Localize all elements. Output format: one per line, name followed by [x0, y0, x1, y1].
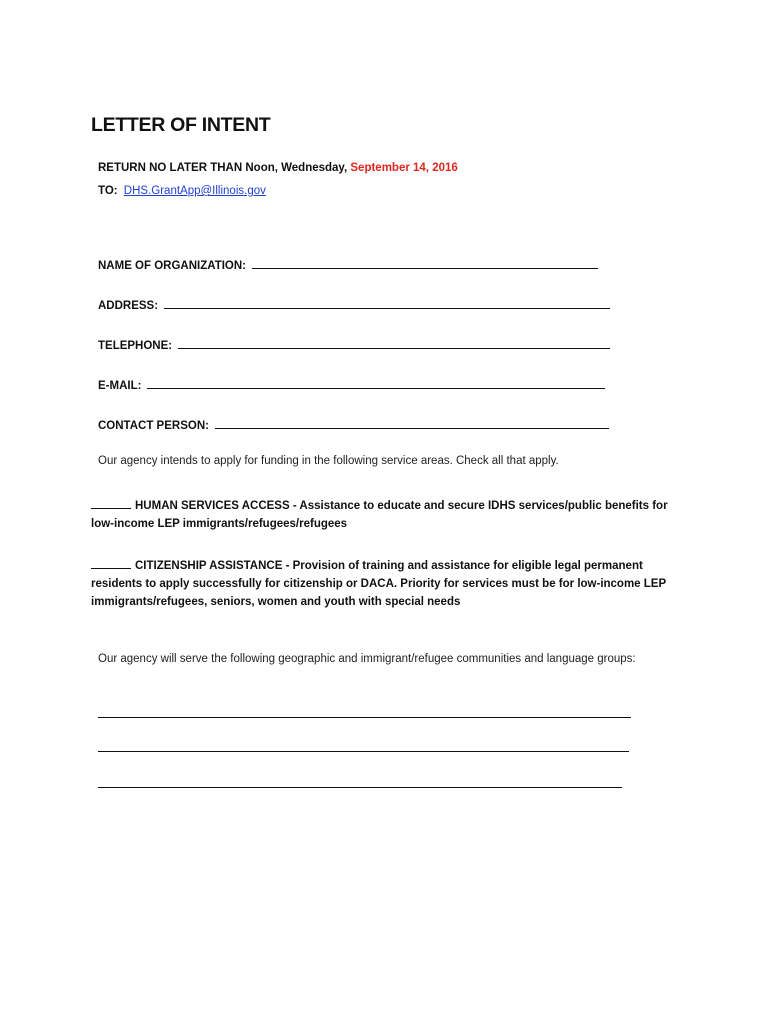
communities-line-2[interactable]	[98, 750, 629, 752]
contact-blank[interactable]	[215, 417, 609, 429]
email-blank[interactable]	[147, 377, 605, 389]
document-title: LETTER OF INTENT	[91, 114, 271, 136]
address-label: ADDRESS:	[98, 300, 159, 312]
return-text: RETURN NO LATER THAN Noon, Wednesday,	[98, 162, 348, 174]
service-option-human-services	[91, 497, 691, 533]
communities-line-3[interactable]	[98, 786, 622, 788]
telephone-label: TELEPHONE:	[98, 340, 173, 352]
address-blank[interactable]	[164, 297, 610, 309]
citizenship-checkbox[interactable]	[91, 557, 131, 569]
citizenship-text: CITIZENSHIP ASSISTANCE - Provision of training and assistance for eligible legal permanent residents to apply successfully for citizenship or DACA. Priority for services must be for low-income LEP immigrants/refugees, seniors, women and youth with special needs	[91, 560, 666, 608]
organization-blank[interactable]	[252, 257, 598, 269]
to-label: TO:	[98, 185, 118, 197]
email-field	[98, 377, 605, 392]
organization-field	[98, 257, 598, 272]
email-label: E-MAIL:	[98, 380, 142, 392]
communities-line-1[interactable]	[98, 716, 631, 718]
human-services-text: HUMAN SERVICES ACCESS - Assistance to educate and secure IDHS services/public benefits for low-income LEP immigrants/refugees/refugees	[91, 500, 668, 530]
contact-field	[98, 417, 609, 432]
organization-label: NAME OF ORGANIZATION:	[98, 260, 246, 272]
to-line	[98, 185, 266, 197]
service-option-citizenship	[91, 557, 691, 611]
contact-label: CONTACT PERSON:	[98, 420, 209, 432]
return-date: September 14, 2016	[350, 162, 458, 174]
service-intro: Our agency intends to apply for funding in the following service areas. Check all that apply.	[98, 455, 559, 467]
telephone-blank[interactable]	[178, 337, 610, 349]
return-deadline	[98, 162, 458, 174]
human-services-checkbox[interactable]	[91, 497, 131, 509]
communities-text: Our agency will serve the following geographic and immigrant/refugee communities and language groups:	[98, 653, 636, 665]
telephone-field	[98, 337, 610, 352]
email-link[interactable]: DHS.GrantApp@Illinois.gov	[123, 185, 266, 197]
address-field	[98, 297, 610, 312]
